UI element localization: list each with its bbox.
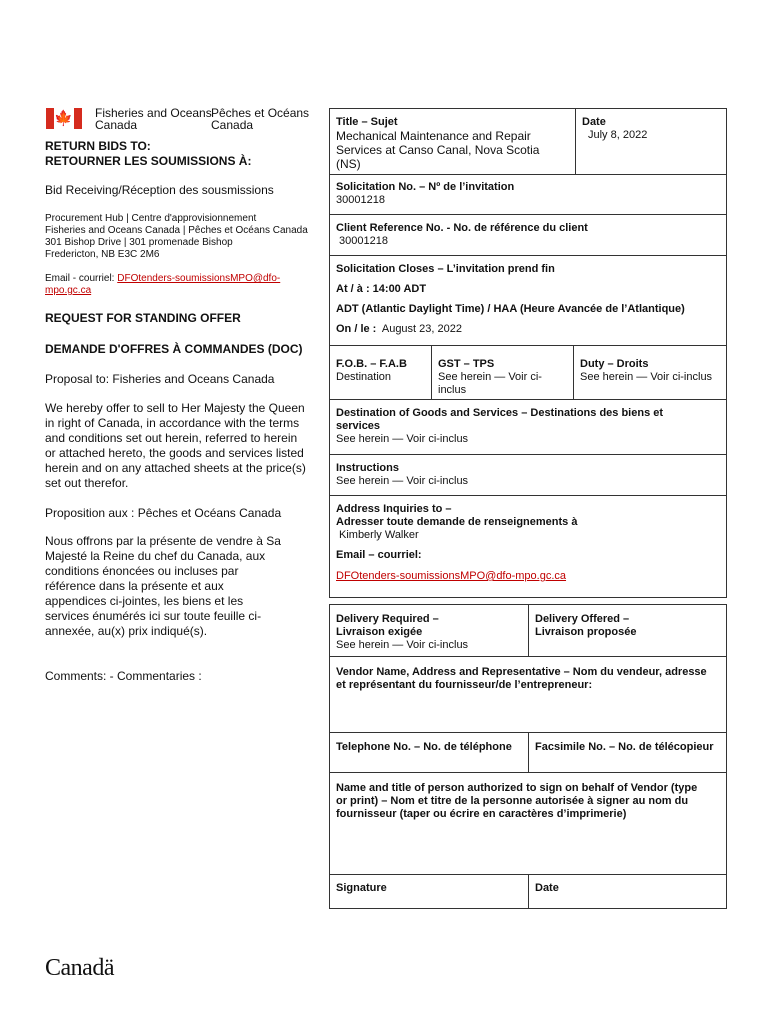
canada-wordmark: Canadä	[45, 955, 114, 981]
email-link-cont[interactable]: mpo.gc.ca	[45, 285, 92, 296]
date-cell: Date July 8, 2022	[582, 116, 648, 141]
authorized-person-cell: Name and title of person authorized to sign on behalf of Vendor (type or print) – Nom et titre de la personne autorisée à signer au nom du fournisseur (taper ou écrire en caractères d’imprimerie)	[336, 782, 698, 820]
vendor-cell: Vendor Name, Address and Representative – Nom du vendeur, adresse et représentant du fournisseur/de l’entrepreneur:	[336, 666, 707, 691]
fob-cell: F.O.B. – F.A.B Destination	[336, 358, 407, 383]
procurement-address: Procurement Hub | Centre d'approvisionnement Fisheries and Oceans Canada | Pêches et Océans Canada 301 Bishop Drive | 301 promenade Bishop Fredericton, NB E3C 2M6	[45, 213, 308, 260]
department-name-en: Fisheries and Oceans Canada	[95, 106, 212, 132]
flag-left-bar	[46, 108, 54, 129]
flag-right-bar	[74, 108, 82, 129]
title-cell: Title – Sujet Mechanical Maintenance and Repair Services at Canso Canal, Nova Scotia (NS)	[336, 116, 540, 171]
signature-cell: Signature	[336, 882, 387, 894]
gst-cell: GST – TPS See herein — Voir ci- inclus	[438, 358, 542, 396]
duty-cell: Duty – Droits See herein — Voir ci-inclus	[580, 358, 713, 383]
inquiries-email-link[interactable]: DFOtenders-soumissionsMPO@dfo-mpo.gc.ca	[336, 570, 567, 582]
proposal-en: Proposal to: Fisheries and Oceans Canada	[45, 372, 275, 386]
facsimile-cell: Facsimile No. – No. de télécopieur	[535, 741, 714, 753]
client-ref-cell: Client Reference No. - No. de référence du client 30001218	[336, 222, 588, 247]
delivery-offered-cell: Delivery Offered – Livraison proposée	[535, 613, 637, 638]
inquiries-cell: Address Inquiries to – Adresser toute demande de renseignements à Kimberly Walker Email – courriel: DFOtenders-soumissionsMPO@dfo-mpo.gc.ca	[330, 496, 726, 583]
solicitation-cell: Solicitation No. – Nº de l’invitation 30001218	[336, 181, 515, 206]
comments-label: Comments: - Commentaries :	[45, 669, 202, 683]
proposal-fr: Proposition aux : Pêches et Océans Canada	[45, 506, 282, 520]
destination-cell: Destination of Goods and Services – Destinations des biens et services See herein — Voir ci-inclus	[336, 407, 664, 445]
rfso-heading: REQUEST FOR STANDING OFFER	[45, 311, 241, 325]
telephone-cell: Telephone No. – No. de téléphone	[336, 741, 512, 753]
department-name-fr: Pêches et Océans Canada	[211, 106, 310, 132]
bid-receiving: Bid Receiving/Réception des sousmissions	[45, 183, 274, 197]
signature-date-cell: Date	[535, 882, 559, 894]
offer-fr: Nous offrons par la présente de vendre à Sa Majesté la Reine du chef du Canada, aux conditions énoncées ou incluses par référence dans la présente et aux appendices ci-jointes, les biens et les services énumérés ici sur toute feuille ci- annexée, au(x) prix indiqué(s).	[45, 534, 281, 638]
government-logo	[46, 108, 82, 129]
delivery-required-cell: Delivery Required – Livraison exigée See herein — Voir ci-inclus	[336, 613, 469, 651]
instructions-cell: Instructions See herein — Voir ci-inclus	[336, 462, 469, 487]
email-block: Email - courriel: DFOtenders-soumissionsMPO@dfo- mpo.gc.ca	[45, 273, 281, 296]
doc-heading: DEMANDE D'OFFRES À COMMANDES (DOC)	[45, 342, 303, 356]
email-link[interactable]: DFOtenders-soumissionsMPO@dfo-	[117, 273, 281, 284]
return-bids-heading: RETURN BIDS TO: RETOURNER LES SOUMISSIONS À:	[45, 139, 252, 168]
offer-en: We hereby offer to sell to Her Majesty the Queen in right of Canada, in accordance with the terms and conditions set out herein, referred to herein or attached hereto, the goods and services listed herein and on any attached sheets at the price(s) set out therefor.	[45, 401, 306, 490]
maple-leaf-icon: 🍁	[54, 110, 73, 127]
closing-cell: Solicitation Closes – L’invitation prend fin At / à : 14:00 ADT ADT (Atlantic Daylight Time) / HAA (Heure Avancée de l’Atlantique) On / le : August 23, 2022	[336, 263, 685, 335]
